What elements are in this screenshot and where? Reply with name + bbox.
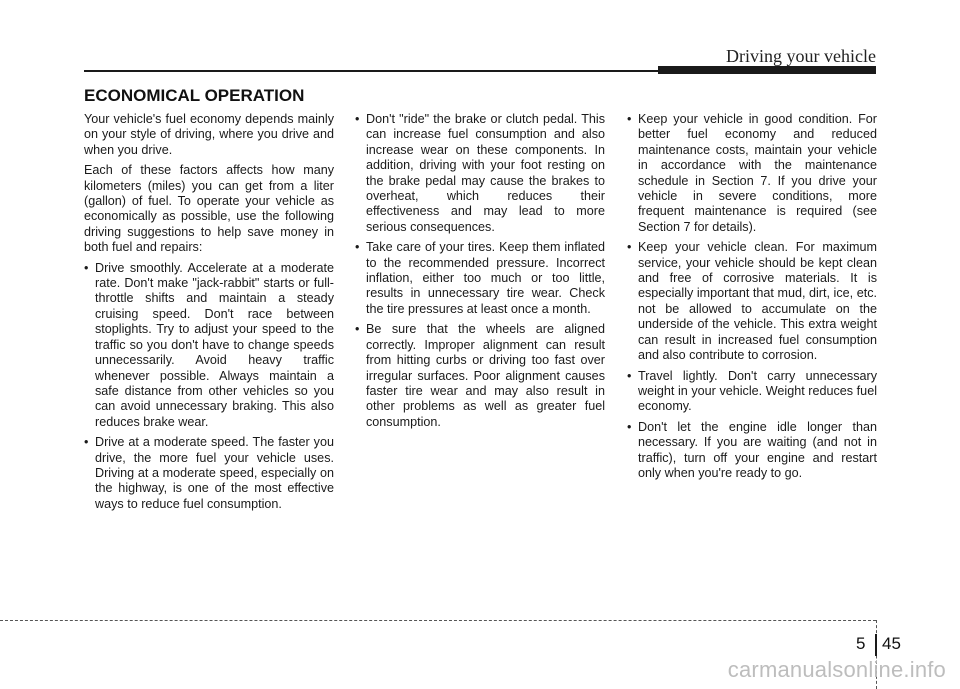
bullet-item: • Don't "ride" the brake or clutch pedal. This can increase fuel consumption and also increase wear on these components. In addition, driving with your foot resting on the brake pedal may cause the brakes to overheat, which reduces their effectiveness and may lead to more serious consequences. (355, 112, 605, 235)
bullet-list (355, 112, 605, 430)
bullet-item: • Drive smoothly. Accelerate at a moderate rate. Don't make "jack-rabbit" starts or full-throttle shifts and maintain a steady cruising speed. Don't race between stoplights. Try to adjust your speed to the traffic so you don't have to change speeds unnecessarily. Avoid heavy traffic whenever possible. Always maintain a safe distance from other vehicles so you can avoid unnecessary braking. This also reduces brake wear. (84, 261, 334, 430)
paragraph: Each of these factors affects how many kilometers (miles) you can get from a liter (gallon) of fuel. To operate your vehicle as economically as possible, use the following driving suggestions to help save money in both fuel and repairs: (84, 163, 334, 255)
watermark-link[interactable]: carmanualsonline.info (727, 657, 946, 682)
page-number: 45 (882, 634, 901, 653)
text-column-1 (84, 112, 334, 517)
bullet-item: • Take care of your tires. Keep them inflated to the recommended pressure. Incorrect inflation, either too much or too little, results in unnecessary tire wear. Check the tire pressures at least once a month. (355, 240, 605, 317)
bullet-list (627, 112, 877, 481)
paragraph: Your vehicle's fuel economy depends mainly on your style of driving, where you drive and when you drive. (84, 112, 334, 157)
section-title: ECONOMICAL OPERATION (84, 86, 305, 105)
bullet-item: • Be sure that the wheels are aligned correctly. Improper alignment can result from hitting curbs or driving too fast over irregular surfaces. Poor alignment causes faster tire wear and may also result in other problems as well as greater fuel consumption. (355, 322, 605, 430)
page-number-divider (875, 634, 877, 656)
bullet-item: • Drive at a moderate speed. The faster you drive, the more fuel your vehicle uses. Driving at a moderate speed, especially on the highway, is one of the most effective ways to reduce fuel consumption. (84, 435, 334, 512)
header-rule-thick (658, 66, 876, 74)
bullet-item: • Keep your vehicle in good condition. For better fuel economy and reduced maintenance costs, maintain your vehicle in accordance with the maintenance schedule in Section 7. If you drive your vehicle in severe conditions, more frequent maintenance is required (see Section 7 for details). (627, 112, 877, 235)
header-title: Driving your vehicle (726, 46, 876, 66)
header-rule (84, 70, 658, 72)
bullet-list (84, 261, 334, 513)
footer-dashed-rule (0, 620, 876, 621)
bullet-item: • Don't let the engine idle longer than necessary. If you are waiting (and not in traffic), turn off your engine and restart only when you're ready to go. (627, 420, 877, 482)
bullet-item: • Keep your vehicle clean. For maximum service, your vehicle should be kept clean and free of corrosive materials. It is especially important that mud, dirt, ice, etc. not be allowed to accumulate on the underside of the vehicle. This extra weight can result in increased fuel consumption and also contribute to corrosion. (627, 240, 877, 363)
bullet-item: • Travel lightly. Don't carry unnecessary weight in your vehicle. Weight reduces fuel economy. (627, 369, 877, 415)
text-column-2 (355, 112, 605, 435)
text-column-3 (627, 112, 877, 486)
chapter-number: 5 (856, 634, 866, 653)
